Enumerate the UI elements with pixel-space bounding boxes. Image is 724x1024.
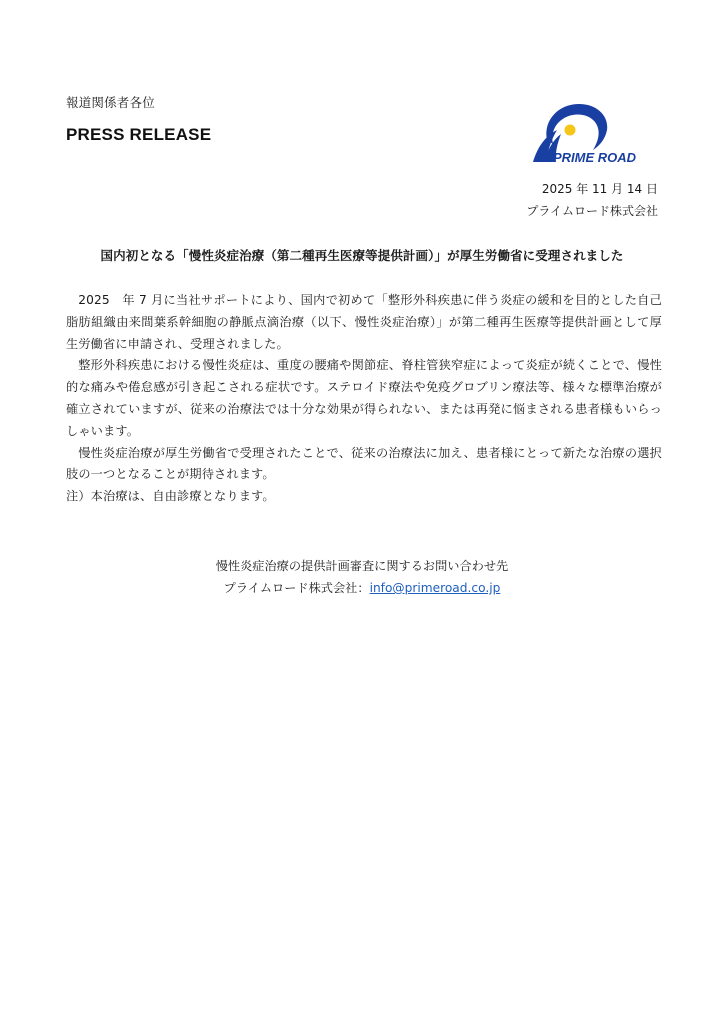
svg-text:PRIME ROAD: PRIME ROAD	[553, 150, 637, 165]
press-release-title: PRESS RELEASE	[66, 125, 212, 144]
company-name: プライムロード株式会社	[526, 204, 658, 218]
body-paragraph: 整形外科疾患における慢性炎症は、重度の腰痛や関節症、脊柱管狭窄症によって炎症が続くことで、慢性的な痛みや倦怠感が引き起こされる症状です。ステロイド療法や免疫グロブリン療法等、様々な標準治療が確立されていますが、従来の治療法では十分な効果が得られない、または再発に悩まされる患者様もいらっしゃいます。	[66, 358, 662, 438]
date-block	[526, 178, 658, 222]
release-date: 2025 年 11 月 14 日	[541, 182, 658, 196]
body-paragraph: 慢性炎症治療が厚生労働省で受理されたことで、従来の治療法に加え、患者様にとって新たな治療の選択肢の一つとなることが期待されます。	[66, 445, 662, 482]
note-line: 注）本治療は、自由診療となります。	[66, 489, 275, 504]
contact-block	[0, 555, 724, 599]
body-text	[66, 290, 662, 508]
recipients-line: 報道関係者各位	[66, 95, 155, 110]
prime-road-logo-icon	[527, 100, 652, 165]
headline: 国内初となる「慢性炎症治療（第二種再生医療等提供計画）」が厚生労働省に受理されました	[100, 248, 624, 263]
contact-email-link[interactable]: info@primeroad.co.jp	[369, 581, 501, 595]
body-paragraph: 2025 年 7 月に当社サポートにより、国内で初めて「整形外科疾患に伴う炎症の緩和を目的とした自己脂肪組織由来間葉系幹細胞の静脈点滴治療（以下、慢性炎症治療）」が第二種再生医療等提供計画として厚生労働省に申請され、受理されました。	[66, 293, 662, 351]
contact-company-label: プライムロード株式会社：	[223, 581, 370, 595]
contact-heading: 慢性炎症治療の提供計画審査に関するお問い合わせ先	[215, 559, 509, 573]
prime-road-logo	[527, 100, 652, 165]
contact-line	[0, 577, 724, 599]
